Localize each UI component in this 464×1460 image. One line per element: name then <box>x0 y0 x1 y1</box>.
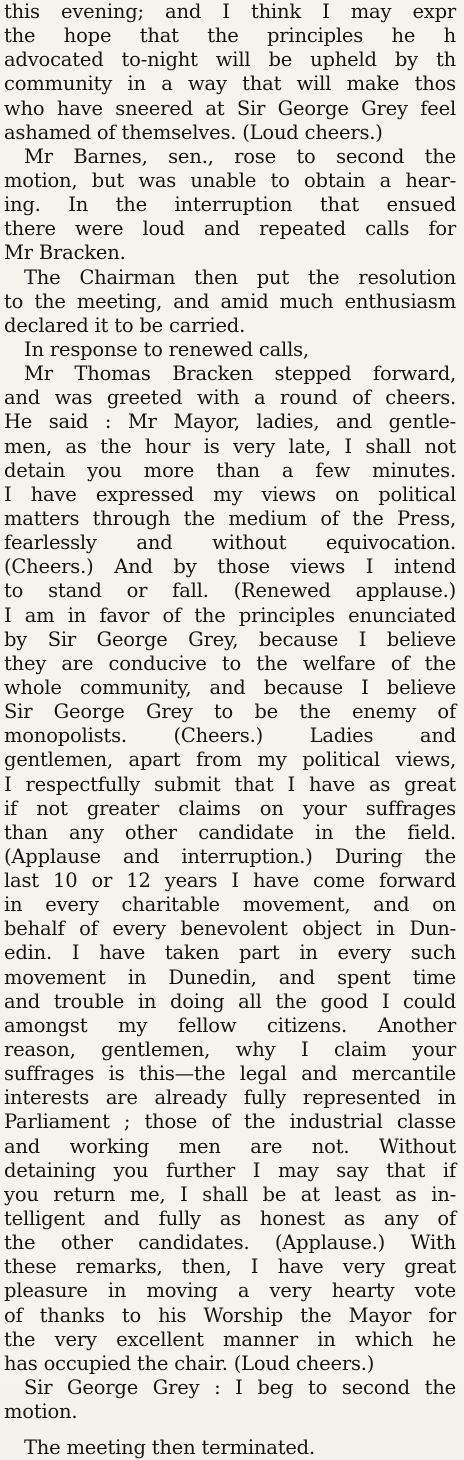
text-line: detaining you further I may say that if <box>4 1158 456 1182</box>
text-line: and working men are not. Without <box>4 1134 456 1158</box>
text-line: the other candidates. (Applause.) With <box>4 1231 456 1255</box>
text-line: has occupied the chair. (Loud cheers.) <box>4 1351 375 1375</box>
text-line: declared it to be carried. <box>4 313 246 337</box>
text-line: pleasure in moving a very hearty vote <box>4 1279 456 1303</box>
text-line: I respectfully submit that I have as great <box>4 772 456 796</box>
text-line: last 10 or 12 years I have come forward <box>4 869 456 893</box>
text-line: by Sir George Grey, because I believe <box>4 627 456 651</box>
text-line: behalf of every benevolent object in Dun- <box>4 917 456 941</box>
text-line: Mr Bracken. <box>4 241 126 265</box>
text-line: advocated to-night will be upheld by th <box>4 48 456 72</box>
paragraph <box>4 362 456 1376</box>
text-line: amongst my fellow citizens. Another <box>4 1013 456 1037</box>
text-line: I am in favor of the principles enunciated <box>4 603 456 627</box>
text-line: Sir George Grey to be the enemy of <box>4 700 456 724</box>
text-line: In response to renewed calls, <box>24 337 309 361</box>
text-line: Mr Barnes, sen., rose to second the <box>24 144 456 168</box>
text-line: and trouble in doing all the good I could <box>4 989 456 1013</box>
text-line: community in a way that will make thos <box>4 72 456 96</box>
text-line: this evening; and I think I may expr <box>4 0 456 23</box>
paragraph <box>4 1376 456 1424</box>
text-line: you return me, I shall be at least as in- <box>4 1182 456 1206</box>
text-line: motion. <box>4 1400 78 1424</box>
text-line: movement in Dunedin, and spent time <box>4 965 456 989</box>
text-line: in every charitable movement, and on <box>4 893 456 917</box>
text-line: The meeting then terminated. <box>24 1436 315 1460</box>
text-line: men, as the hour is very late, I shall not <box>4 434 456 458</box>
text-line: the hope that the principles he h <box>4 24 456 48</box>
text-line: suffrages is this—the legal and mercantile <box>4 1062 456 1086</box>
text-line: (Cheers.) And by those views I intend <box>4 555 456 579</box>
text-line: The Chairman then put the resolution <box>24 265 456 289</box>
text-line: they are conducive to the welfare of the <box>4 651 456 675</box>
text-line: Parliament ; those of the industrial classe <box>4 1110 456 1134</box>
text-line: matters through the medium of the Press, <box>4 506 456 530</box>
text-line: and was greeted with a round of cheers. <box>4 386 456 410</box>
text-line: reason, gentlemen, why I claim your <box>4 1038 456 1062</box>
text-line: who have sneered at Sir George Grey feel <box>4 96 456 120</box>
text-line: to stand or fall. (Renewed applause.) <box>4 579 456 603</box>
text-line: than any other candidate in the field. <box>4 820 456 844</box>
paragraph <box>4 0 456 145</box>
text-line: interests are already fully represented in <box>4 1086 456 1110</box>
text-line: (Applause and interruption.) During the <box>4 844 456 868</box>
text-line: detain you more than a few minutes. <box>4 458 456 482</box>
paragraph <box>4 338 456 362</box>
paragraph <box>4 266 456 338</box>
text-line: edin. I have taken part in every such <box>4 941 456 965</box>
article-column <box>4 0 456 1460</box>
text-line: Sir George Grey : I beg to second the <box>24 1376 456 1400</box>
text-line: these remarks, then, I have very great <box>4 1255 456 1279</box>
text-line: fearlessly and without equivocation. <box>4 531 456 555</box>
paragraph <box>4 145 456 266</box>
paragraph-gap <box>4 1424 456 1436</box>
text-line: He said : Mr Mayor, ladies, and gentle- <box>4 410 456 434</box>
text-line: to the meeting, and amid much enthusiasm <box>4 289 456 313</box>
text-line: the very excellent manner in which he <box>4 1327 456 1351</box>
text-line: whole community, and because I believe <box>4 675 456 699</box>
paragraph <box>4 1436 456 1460</box>
text-line: Mr Thomas Bracken stepped forward, <box>24 362 456 386</box>
text-line: if not greater claims on your suffrages <box>4 796 456 820</box>
text-line: monopolists. (Cheers.) Ladies and <box>4 724 456 748</box>
text-line: I have expressed my views on political <box>4 482 456 506</box>
text-line: ashamed of themselves. (Loud cheers.) <box>4 120 383 144</box>
text-line: gentlemen, apart from my political views, <box>4 748 456 772</box>
text-line: ing. In the interruption that ensued <box>4 193 456 217</box>
text-line: of thanks to his Worship the Mayor for <box>4 1303 456 1327</box>
text-line: motion, but was unable to obtain a hear- <box>4 168 456 192</box>
text-line: telligent and fully as honest as any of <box>4 1207 456 1231</box>
text-line: there were loud and repeated calls for <box>4 217 456 241</box>
